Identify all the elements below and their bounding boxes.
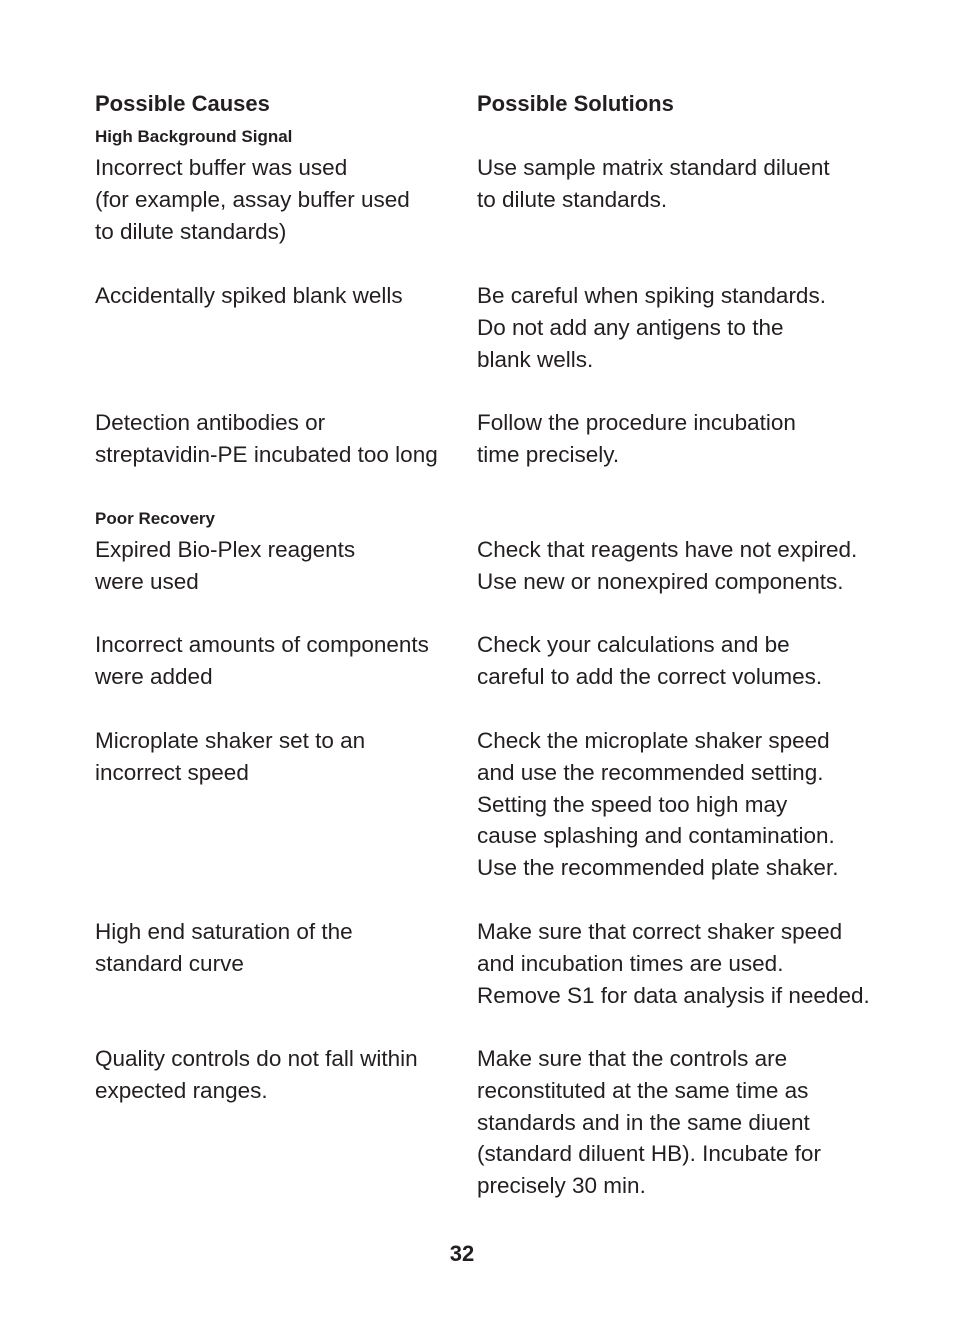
cause-cell: Incorrect buffer was used (for example, assay buffer used to dilute standards) xyxy=(95,155,410,244)
section-title-high-background: High Background Signal xyxy=(95,127,293,146)
cause-cell: Expired Bio-Plex reagents were used xyxy=(95,537,356,594)
solution-cell: Check the microplate shaker speed and use the recommended setting. Setting the speed too high may cause splashing and contamination. Use the recommended plate shaker. xyxy=(477,728,839,881)
cause-cell: Accidentally spiked blank wells xyxy=(95,283,403,308)
section-title-poor-recovery: Poor Recovery xyxy=(95,509,215,528)
cause-cell: Detection antibodies or streptavidin-PE incubated too long xyxy=(95,410,438,467)
solution-cell: Follow the procedure incubation time precisely. xyxy=(477,410,796,467)
cause-cell: Microplate shaker set to an incorrect speed xyxy=(95,728,366,785)
cause-cell: Incorrect amounts of components were added xyxy=(95,632,429,689)
solution-cell: Use sample matrix standard diluent to dilute standards. xyxy=(477,155,830,212)
cause-cell: High end saturation of the standard curve xyxy=(95,919,353,976)
possible-solutions-header: Possible Solutions xyxy=(477,91,674,116)
page-number: 32 xyxy=(449,1241,475,1266)
solution-cell: Make sure that correct shaker speed and incubation times are used. Remove S1 for data analysis if needed. xyxy=(477,919,870,1008)
solution-cell: Check your calculations and be careful to add the correct volumes. xyxy=(477,632,823,689)
possible-causes-header: Possible Causes xyxy=(95,91,270,116)
solution-cell: Be careful when spiking standards. Do not add any antigens to the blank wells. xyxy=(477,283,826,372)
solution-cell: Check that reagents have not expired. Use new or nonexpired components. xyxy=(477,537,858,594)
solution-cell: Make sure that the controls are reconstituted at the same time as standards and in the same diuent (standard diluent HB). Incubate for precisely 30 min. xyxy=(477,1046,821,1199)
cause-cell: Quality controls do not fall within expected ranges. xyxy=(95,1046,418,1103)
